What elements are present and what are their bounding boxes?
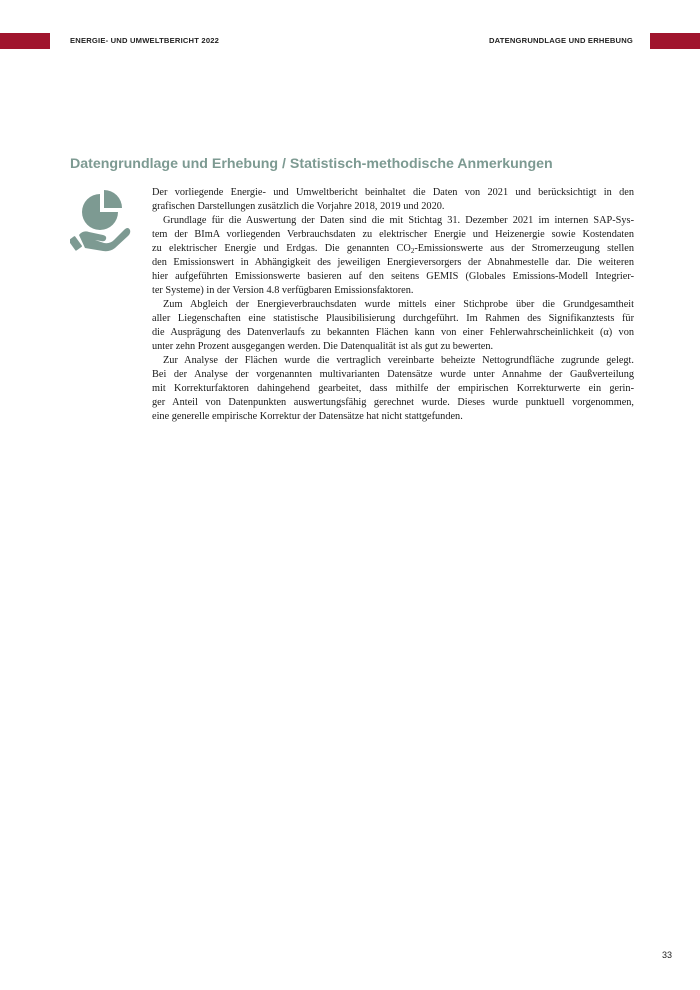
text-line: Grundlage für die Auswertung der Daten sind die mit Stichtag 31. Dezember 2021 im internen SAP-Sys- — [163, 215, 634, 226]
header-report-title: ENERGIE- UND UMWELTBERICHT 2022 — [70, 36, 220, 45]
page-number: 33 — [661, 950, 672, 960]
text-line: den Emissionswert in Abhängigkeit des jeweiligen Energieversorgers der Abnahmestelle dar. Die weiteren — [152, 257, 634, 268]
header-accent-bar-right — [650, 33, 700, 49]
text-line: Zur Analyse der Flächen wurde die vertraglich vereinbarte beheizte Nettogrundfläche zugrunde gelegt. — [163, 355, 634, 366]
text-line: ger Anteil von Datenpunkten auswertungsfähig gerechnet wurde. Dieses wurde punktuell vorgenommen, — [152, 397, 634, 408]
text-line: ter Systeme) in der Version 4.8 verfügbaren Emissionsfaktoren. — [152, 285, 414, 296]
body-text — [152, 186, 634, 424]
text-line: hier aufgeführten Emissionswerte basieren auf den seitens GEMIS (Globales Emissions-Modell Integrier- — [152, 271, 634, 282]
text-line: aller Liegenschaften eine statistische Plausibilisierung durchgeführt. Im Rahmen des Signifikanztests für — [152, 313, 634, 324]
header-section-title: DATENGRUNDLAGE UND ERHEBUNG — [488, 36, 633, 45]
text-line: unter zehn Prozent ausgegangen werden. Die Datenqualität ist als gut zu bewerten. — [152, 341, 494, 352]
text-line: mit Korrekturfaktoren dahingehend gearbeitet, dass mithilfe der empirischen Korrekturwerte ein gerin- — [152, 383, 634, 394]
text-line: Bei der Analyse der vorgenannten multivarianten Datensätze wurde unter Annahme der Gaußverteilung — [152, 369, 634, 380]
hand-holding-pie-chart-icon — [70, 190, 132, 252]
subscript: 2 — [410, 247, 415, 255]
text-line: eine generelle empirische Korrektur der Datensätze hat nicht stattgefunden. — [152, 411, 463, 422]
text-line: Der vorliegende Energie- und Umweltbericht beinhaltet die Daten von 2021 und berücksichtigt in den — [152, 187, 634, 198]
text-line — [152, 242, 634, 256]
text-line: Zum Abgleich der Energieverbrauchsdaten wurde mittels einer Stichprobe über die Grundgesamtheit — [163, 299, 634, 310]
text-line-part: zu elektrischer Energie und Erdgas. Die genannten CO — [152, 243, 411, 254]
text-line: die Ausprägung des Datenverlaufs zu bekannten Flächen kann von einer Fehlerwahrscheinlichkeit (α) von — [152, 327, 634, 338]
text-line-part: -Emissionswerte aus der Stromerzeugung stellen — [414, 243, 634, 254]
text-line: tem der BImA vorliegenden Verbrauchsdaten zu elektrischer Energie und Heizenergie sowie Kostendaten — [152, 229, 634, 240]
section-title: Datengrundlage und Erhebung / Statistisch-methodische Anmerkungen — [70, 156, 553, 172]
text-line: grafischen Darstellungen zusätzlich die Vorjahre 2018, 2019 und 2020. — [152, 201, 445, 212]
header-accent-bar-left — [0, 33, 50, 49]
